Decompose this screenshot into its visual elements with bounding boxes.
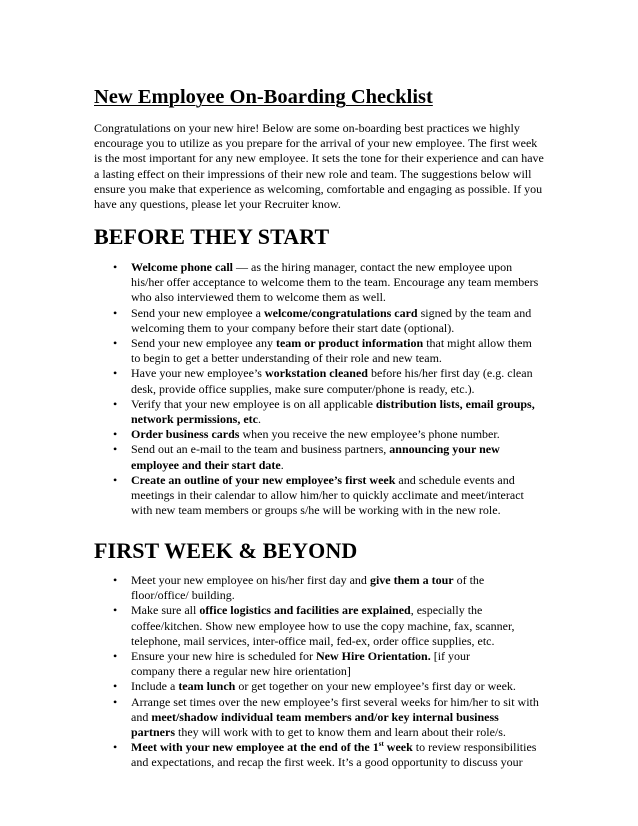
bullet-icon: • bbox=[113, 396, 118, 411]
body-text: Make sure all bbox=[131, 603, 200, 618]
checklist-first-week bbox=[94, 573, 554, 771]
body-text: — as the hiring manager, contact the new employee upon bbox=[233, 260, 513, 274]
body-text: Arrange set times over the new employee’s first several weeks for him/her to sit with bbox=[131, 694, 539, 709]
checklist-item-line bbox=[131, 336, 554, 351]
checklist-item bbox=[94, 427, 554, 442]
checklist-item-line bbox=[131, 649, 554, 664]
body-text: of the bbox=[453, 573, 485, 587]
emphasis-text: network permissions, etc bbox=[131, 412, 258, 427]
body-text: telephone, mail services, inter-office mail, fed-ex, order office supplies, etc. bbox=[131, 633, 495, 648]
body-text: coffee/kitchen. Show new employee how to use the copy machine, fax, scanner, bbox=[131, 618, 515, 633]
bullet-icon: • bbox=[113, 427, 118, 442]
intro-line: have any questions, please let your Recruiter know. bbox=[94, 197, 341, 212]
checklist-item-line bbox=[131, 679, 554, 694]
bullet-icon: • bbox=[113, 472, 118, 487]
body-text: Have your new employee’s bbox=[131, 366, 265, 381]
emphasis-text: week bbox=[383, 740, 413, 755]
emphasis-text: give them a tour bbox=[369, 573, 454, 587]
checklist-item bbox=[94, 366, 554, 396]
checklist-item bbox=[94, 603, 554, 649]
emphasis-text: office logistics and facilities are explained bbox=[199, 603, 411, 618]
body-text: Send out an e-mail to the team and business partners, bbox=[131, 442, 390, 457]
body-text: before his/her first day (e.g. clean bbox=[367, 366, 533, 381]
bullet-icon: • bbox=[113, 649, 118, 664]
body-text: Send your new employee any bbox=[131, 336, 276, 351]
section-heading-before-they-start: BEFORE THEY START bbox=[94, 224, 330, 249]
body-text: desk, provide office supplies, make sure computer/phone is ready, etc.). bbox=[131, 381, 475, 396]
intro-paragraph bbox=[94, 121, 554, 212]
checklist-item bbox=[94, 442, 554, 472]
body-text: to review responsibilities bbox=[412, 740, 537, 755]
checklist-item bbox=[94, 306, 554, 336]
emphasis-text: Create an outline of your new employee’s first week bbox=[131, 472, 396, 487]
checklist-item bbox=[94, 260, 554, 306]
intro-line: encourage you to utilize as you prepare for the arrival of your new employee. The first week bbox=[94, 136, 538, 151]
emphasis-text: Meet with your new employee at the end of the 1 bbox=[131, 740, 379, 755]
checklist-item-line bbox=[131, 488, 554, 503]
checklist-item-line bbox=[131, 710, 554, 725]
body-text: they will work with to get to know them and learn about their role/s. bbox=[175, 725, 506, 740]
checklist-item-line bbox=[131, 275, 554, 290]
emphasis-text: st bbox=[378, 740, 384, 749]
checklist-item bbox=[94, 695, 554, 741]
checklist-item-line bbox=[131, 725, 554, 740]
intro-line: ensure you make that experience as welcoming, comfortable and engaging as possible. If you bbox=[94, 181, 543, 196]
checklist-item-line bbox=[131, 695, 554, 710]
checklist-item-line bbox=[131, 412, 554, 427]
bullet-icon: • bbox=[113, 679, 118, 694]
document-title: New Employee On-Boarding Checklist bbox=[94, 86, 433, 108]
checklist-item-line bbox=[131, 503, 554, 518]
emphasis-text: team or product information bbox=[275, 336, 424, 351]
body-text: who also interviewed them to welcome them as well. bbox=[131, 290, 386, 305]
body-text: when you receive the new employee’s phone number. bbox=[239, 427, 500, 442]
checklist-item-line bbox=[131, 619, 554, 634]
checklist-item-line bbox=[131, 573, 554, 588]
bullet-icon: • bbox=[113, 573, 118, 587]
bullet-icon: • bbox=[113, 305, 118, 320]
checklist-item bbox=[94, 573, 554, 603]
emphasis-text: meet/shadow individual team members and/or key internal business bbox=[151, 709, 499, 724]
emphasis-text: workstation cleaned bbox=[264, 366, 368, 381]
body-text: with new team members or groups s/he will be working with in the new role. bbox=[131, 503, 501, 518]
emphasis-text: Order business cards bbox=[131, 427, 240, 442]
emphasis-text: New Hire Orientation. bbox=[315, 649, 431, 664]
checklist-item-line bbox=[131, 634, 554, 649]
intro-line: Congratulations on your new hire! Below are some on-boarding best practices we highly bbox=[94, 121, 520, 135]
body-text: [if your bbox=[430, 649, 471, 664]
body-text: , especially the bbox=[410, 603, 483, 618]
body-text: that might allow them bbox=[423, 336, 532, 351]
checklist-item-line bbox=[131, 603, 554, 618]
bullet-icon: • bbox=[113, 366, 118, 381]
emphasis-text: distribution lists, email groups, bbox=[375, 396, 535, 411]
intro-line: a lasting effect on their impressions of their new role and team. The suggestions below will bbox=[94, 166, 532, 181]
bullet-icon: • bbox=[113, 260, 118, 274]
checklist-item-line bbox=[131, 664, 554, 679]
checklist-item-line bbox=[131, 740, 554, 755]
bullet-icon: • bbox=[113, 336, 118, 351]
checklist-item bbox=[94, 397, 554, 427]
body-text: Include a bbox=[131, 679, 179, 694]
bullet-icon: • bbox=[113, 442, 118, 457]
checklist-item bbox=[94, 473, 554, 519]
checklist-item-line bbox=[131, 427, 554, 442]
checklist-item-line bbox=[131, 397, 554, 412]
checklist-item bbox=[94, 649, 554, 679]
checklist-before-they-start bbox=[94, 260, 554, 518]
body-text: Send your new employee a bbox=[131, 305, 264, 320]
intro-line: is the most important for any new employee. It sets the tone for their experience and can have bbox=[94, 151, 544, 166]
checklist-item-line bbox=[131, 306, 554, 321]
checklist-item-line bbox=[131, 366, 554, 381]
body-text: and expectations, and recap the first week. It’s a good opportunity to discuss your bbox=[131, 755, 523, 770]
emphasis-text: welcome/congratulations card bbox=[263, 305, 418, 320]
body-text: company there a regular new hire orientation] bbox=[131, 664, 351, 679]
body-text: Ensure your new hire is scheduled for bbox=[131, 649, 316, 664]
checklist-item bbox=[94, 740, 554, 770]
checklist-item-line bbox=[131, 351, 554, 366]
emphasis-text: Welcome phone call bbox=[131, 260, 233, 274]
emphasis-text: team lunch bbox=[178, 679, 236, 694]
bullet-icon: • bbox=[113, 694, 118, 709]
body-text: or get together on your new employee’s first day or week. bbox=[235, 679, 516, 694]
emphasis-text: announcing your new bbox=[389, 442, 500, 457]
body-text: and schedule events and bbox=[395, 472, 515, 487]
checklist-item-line bbox=[131, 458, 554, 473]
body-text: and bbox=[131, 709, 152, 724]
body-text: . bbox=[257, 412, 261, 427]
body-text: signed by the team and bbox=[417, 305, 532, 320]
body-text: welcoming them to your company before their start date (optional). bbox=[131, 320, 455, 335]
checklist-item-line bbox=[131, 442, 554, 457]
bullet-icon: • bbox=[113, 740, 118, 755]
section-heading-first-week: FIRST WEEK & BEYOND bbox=[94, 538, 358, 563]
body-text: floor/office/ building. bbox=[131, 588, 235, 603]
body-text: meetings in their calendar to allow him/her to quickly acclimate and meet/interact bbox=[131, 488, 524, 503]
bullet-icon: • bbox=[113, 603, 118, 618]
checklist-item-line bbox=[131, 473, 554, 488]
body-text: . bbox=[280, 457, 284, 472]
checklist-item-line bbox=[131, 321, 554, 336]
emphasis-text: employee and their start date bbox=[131, 457, 281, 472]
body-text: to begin to get a better understanding of their role and new team. bbox=[131, 351, 442, 366]
emphasis-text: partners bbox=[131, 725, 175, 740]
checklist-item bbox=[94, 336, 554, 366]
body-text: Meet your new employee on his/her first day and bbox=[131, 573, 370, 587]
checklist-item bbox=[94, 679, 554, 694]
checklist-item-line bbox=[131, 260, 554, 275]
checklist-item-line bbox=[131, 290, 554, 305]
body-text: his/her offer acceptance to welcome them to the team. Encourage any team members bbox=[131, 275, 539, 290]
checklist-item-line bbox=[131, 755, 554, 770]
checklist-item-line bbox=[131, 588, 554, 603]
checklist-item-line bbox=[131, 382, 554, 397]
body-text: Verify that your new employee is on all applicable bbox=[131, 396, 376, 411]
